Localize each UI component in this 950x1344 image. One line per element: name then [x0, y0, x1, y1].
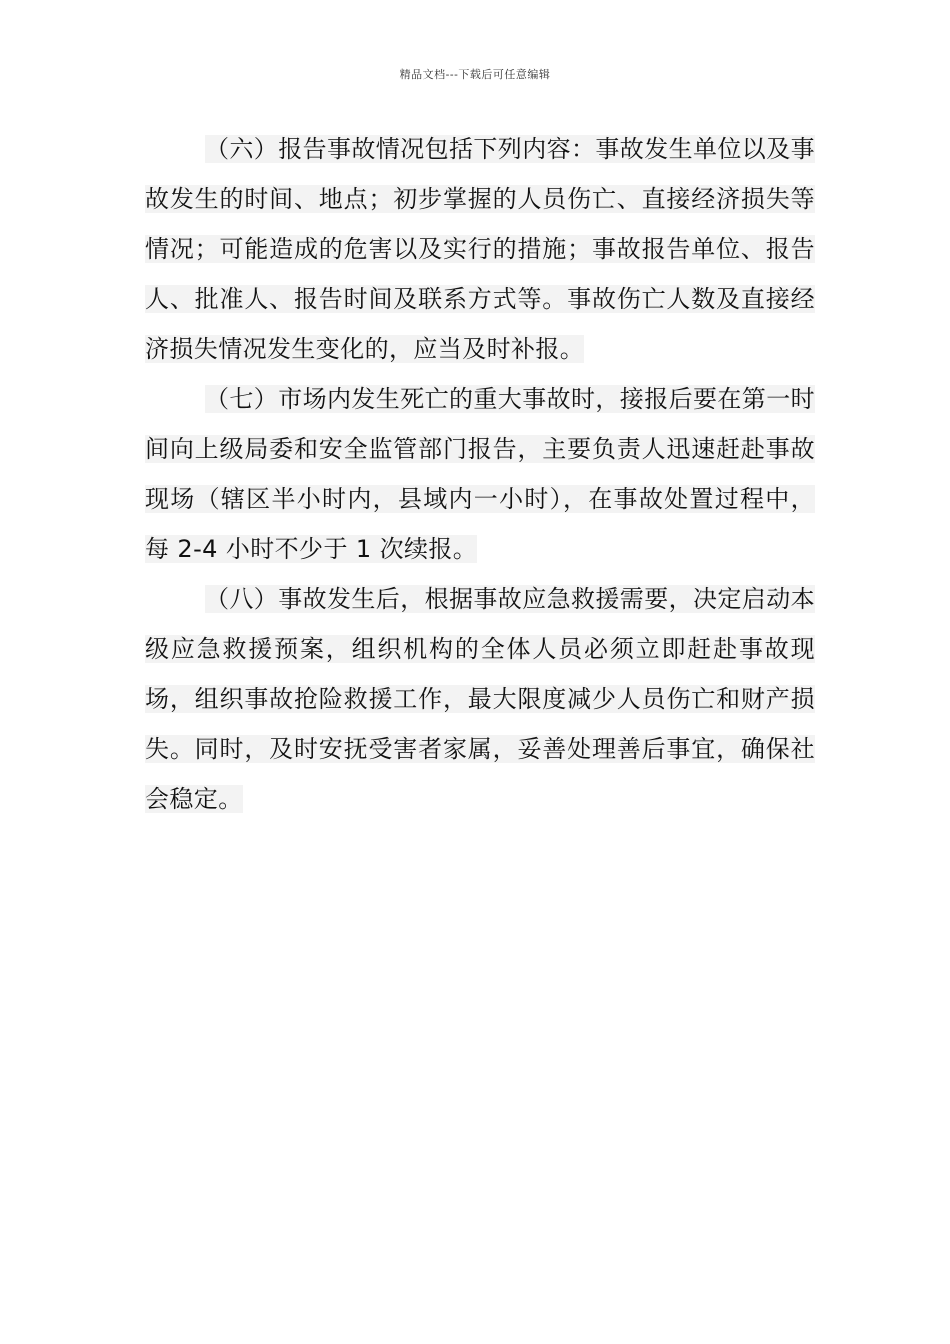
- paragraph-7: [145, 374, 815, 574]
- paragraph-7-text: （七）市场内发生死亡的重大事故时，接报后要在第一时间向上级局委和安全监管部门报告，主要负责人迅速赶赴事故现场（辖区半小时内，县域内一小时），在事故处置过程中，每 2-4 小时不少于 1 次续报。: [145, 385, 815, 563]
- page-header: 精品文档---下载后可任意编辑: [399, 68, 551, 81]
- paragraph-8-text: （八）事故发生后，根据事故应急救援需要，决定启动本级应急救援预案，组织机构的全体人员必须立即赶赴事故现场，组织事故抢险救援工作，最大限度减少人员伤亡和财产损失。同时，及时安抚受害者家属，妥善处理善后事宜，确保社会稳定。: [145, 585, 815, 813]
- paragraph-6: [145, 124, 815, 374]
- paragraph-8: [145, 574, 815, 824]
- document-body: [145, 124, 815, 824]
- paragraph-6-text: （六）报告事故情况包括下列内容：事故发生单位以及事故发生的时间、地点；初步掌握的人员伤亡、直接经济损失等情况；可能造成的危害以及实行的措施；事故报告单位、报告人、批准人、报告时间及联系方式等。事故伤亡人数及直接经济损失情况发生变化的，应当及时补报。: [145, 135, 815, 363]
